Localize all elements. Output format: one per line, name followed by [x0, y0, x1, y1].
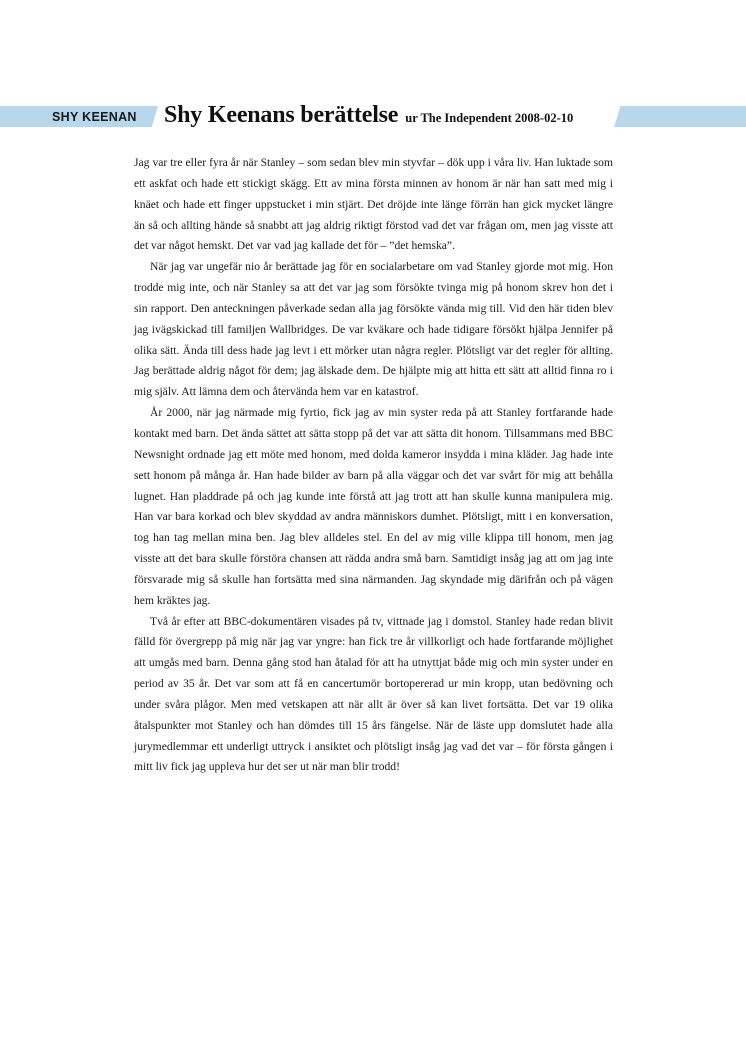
author-tag: SHY KEENAN — [52, 110, 137, 124]
article-paragraph: Jag var tre eller fyra år när Stanley – som sedan blev min styvfar – dök upp i våra liv. Han luktade som ett askfat och hade ett stickigt skägg. Ett av mina första minnen av honom är när han satt med mig i knäet och hade ett finger uppstucket i min stjärt. Det dröjde inte länge förrän han gick mycket längre än så och allting hände så snabbt att jag aldrig riktigt förstod vad det var frågan om, men jag visste att det var något hemskt. Det var vad jag kallade det för – ”det hemska”. — [134, 156, 613, 253]
article-source: ur The Independent 2008-02-10 — [405, 111, 574, 125]
article-heading — [164, 99, 573, 134]
article-body — [134, 153, 613, 778]
article-title: Shy Keenans berättelse — [164, 102, 399, 128]
article-paragraph: När jag var ungefär nio år berättade jag för en socialarbetare om vad Stanley gjorde mot mig. Hon trodde mig inte, och när Stanley sa att det var jag som försökte tvinga mig på honom skrev hon det i sin rapport. Den anteckningen påverkade sedan alla jag försökte vända mig till. Vid den här tiden blev jag ivägskickad till familjen Wallbridges. De var kväkare och hade tidigare försökt hjälpa Jennifer på olika sätt. Ända till dess hade jag levt i ett mörker utan några regler. Plötsligt var det regler för allting. Jag berättade aldrig något för dem; jag älskade dem. De hjälpte mig att hitta ett sätt att alltid finna ro i mig själv. Att lämna dem och återvända hem var en katastrof. — [134, 260, 613, 399]
header-accent-bar-right — [614, 106, 746, 127]
article-paragraph: År 2000, när jag närmade mig fyrtio, fick jag av min syster reda på att Stanley fortfarande hade kontakt med barn. Det ända sättet att sätta stopp på det var att sätta dit honom. Tillsammans med BBC Newsnight ordnade jag ett möte med honom, med dolda kameror insydda i mina kläder. Jag hade inte sett honom på många år. Han hade bilder av barn på alla väggar och det var svårt för mig att behålla lugnet. Han pladdrade på och jag kunde inte förstå att jag trott att han skulle kunna manipulera mig. Han var bara korkad och blev skyddad av andra människors dumhet. Plötsligt, mitt i en konversation, tog han tag mellan mina ben. Jag blev alldeles stel. En del av mig ville klippa till honom, men jag visste att det bara skulle förstöra chansen att rädda andra små barn. Samtidigt insåg jag att om jag inte försvarade mig så skulle han fortsätta med sina närmanden. Jag skyndade mig därifrån och på vägen hem kräktes jag. — [134, 406, 613, 607]
article-paragraph: Två år efter att BBC-dokumentären visades på tv, vittnade jag i domstol. Stanley hade redan blivit fälld för övergrepp på mig när jag var yngre: han fick tre år villkorligt och hade fortfarande möjlighet att umgås med barn. Denna gång stod han åtalad för att ha utnyttjat både mig och min syster under en period av 35 år. Det var som att få en cancertumör bortopererad ur min kropp, utan bedövning och under svåra plågor. Men med vetskapen att när allt är över så kan livet fortsätta. Det var 19 olika åtalspunkter mot Stanley och han dömdes till 15 års fängelse. När de läste upp domslutet hade alla jurymedlemmar ett underligt uttryck i ansiktet och plötsligt insåg jag vad det var – för första gången i mitt liv fick jag uppleva hur det ser ut när man blir trodd! — [134, 614, 613, 774]
